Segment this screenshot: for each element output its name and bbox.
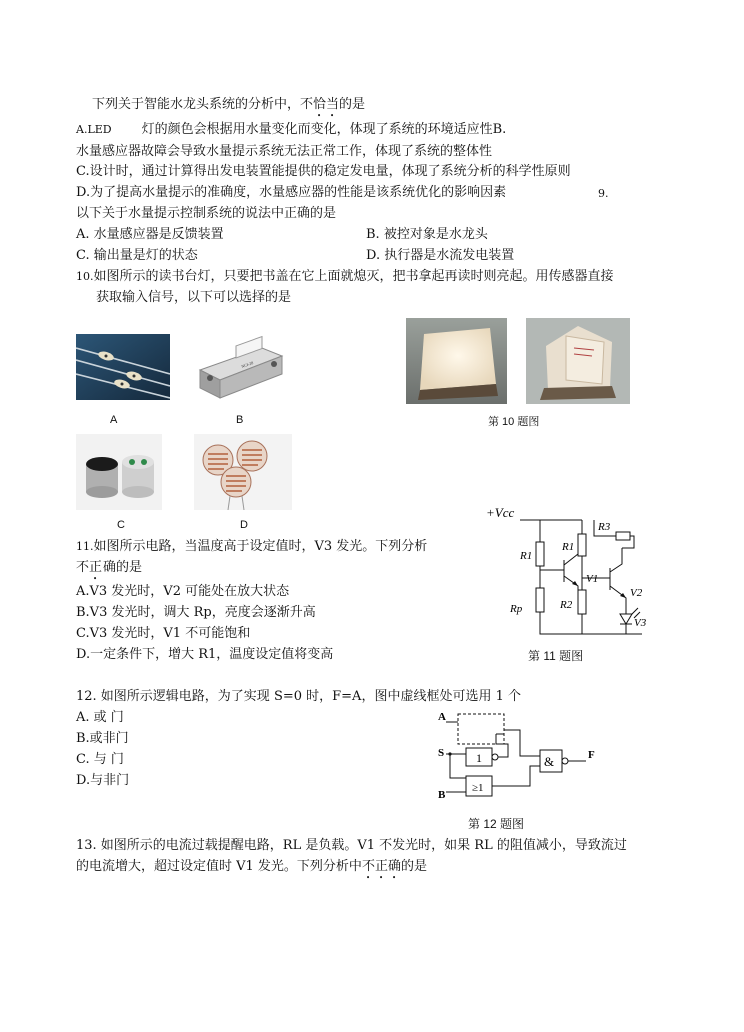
sensor-label-d: D [240,519,248,531]
sensor-label-c: C [117,519,125,531]
q8-option-d: D.为了提高水量提示的准确度，水量感应器的性能是该系统优化的影响因素 [76,185,507,200]
q8-option-b: 水量感应器故障会导致水量提示系统无法正常工作，体现了系统的整体性 [76,144,493,159]
rp-label: Rp [510,603,523,615]
q10-line2: 获取输入信号，以下可以选择的是 [96,290,292,305]
q11-option-b: B.V3 发光时，调大 Rp，亮度会逐渐升高 [76,605,316,620]
q13-line2: 的电流增大，超过设定值时 V1 发光。下列分析中不正确的是 [76,859,427,874]
sensor-photo-a [76,334,170,400]
q13-line1: 13. 如图所示的电流过载提醒电路，RL 是负载。V1 不发光时，如果 RL 的阻值减小，导致流过 [76,838,627,853]
q10-caption: 第 10 题图 [488,416,540,428]
q12-line1: 12. 如图所示逻辑电路，为了实现 S=0 时，F=A，图中虚线框处可选用 1 个 [76,689,521,704]
q12-option-c: C. 与 门 [76,752,124,767]
q9-option-c: C. 输出量是灯的状态 [76,248,198,263]
input-b-label: B [438,789,446,801]
sensor-label-a: A [110,414,118,426]
v1-label: V1 [586,573,599,585]
q10-line1: 10.如图所示的读书台灯，只要把书盖在它上面就熄灭，把书拿起再读时则亮起。用传感器直接 [76,269,614,284]
output-f-label: F [588,749,595,761]
q8-option-a: A.LED 灯的颜色会根据用水量变化而变化，体现了系统的环境适应性B. [76,122,507,137]
r1-label: R1 [520,550,533,562]
sensor-label-b: B [236,414,244,426]
q11-option-c: C.V3 发光时，V1 不可能饱和 [76,626,251,641]
q9-option-d: D. 执行器是水流发电装置 [366,248,515,263]
r1b-label: R1 [562,541,575,553]
q11-line1: 11.如图所示电路，当温度高于设定值时，V3 发光。下列分析 [76,539,428,554]
q11-option-d: D.一定条件下，增大 R1，温度设定值将变高 [76,647,334,662]
and-gate-symbol: & [544,754,555,769]
sensor-photo-b [192,334,287,400]
q12-option-b: B.或非门 [76,731,129,746]
q9-number: 9. [598,187,609,200]
q8-stem: 下列关于智能水龙头系统的分析中，不恰当的是 [92,97,366,112]
r3-label: R3 [598,521,611,533]
sensor-photo-c [76,434,162,510]
v2-label: V2 [630,587,643,599]
q11-caption: 第 11 题图 [528,649,584,663]
q12-logic-diagram [436,708,596,804]
q8-option-c: C.设计时，通过计算得出发电装置能提供的稳定发电量，体现了系统分析的科学性原则 [76,164,571,179]
input-s-label: S [438,747,445,759]
load-cell-label: NCI-28 [240,360,254,369]
q11-circuit-diagram [482,502,654,648]
q12-option-a: A. 或 门 [76,710,124,725]
sensor-photo-d [194,434,292,510]
q11-option-a: A.V3 发光时，V2 可能处在放大状态 [76,584,290,599]
q12-caption: 第 12 题图 [468,817,525,831]
q12-option-d: D.与非门 [76,773,130,788]
q9-stem: 以下关于水量提示控制系统的说法中正确的是 [76,206,337,221]
vcc-label: +Vcc [486,505,515,520]
q9-option-a: A. 水量感应器是反馈装置 [76,227,224,242]
or-gate-symbol: ≥1 [472,782,484,794]
q11-line2: 不正确的是 [76,560,143,575]
lamp-photo-with-book [526,318,630,404]
input-a-label: A [438,711,446,723]
v3-label: V3 [634,617,647,629]
lamp-photo-on [406,318,507,404]
r2-label: R2 [560,599,573,611]
not-gate-symbol: 1 [476,751,482,765]
q9-option-b: B. 被控对象是水龙头 [366,227,488,242]
